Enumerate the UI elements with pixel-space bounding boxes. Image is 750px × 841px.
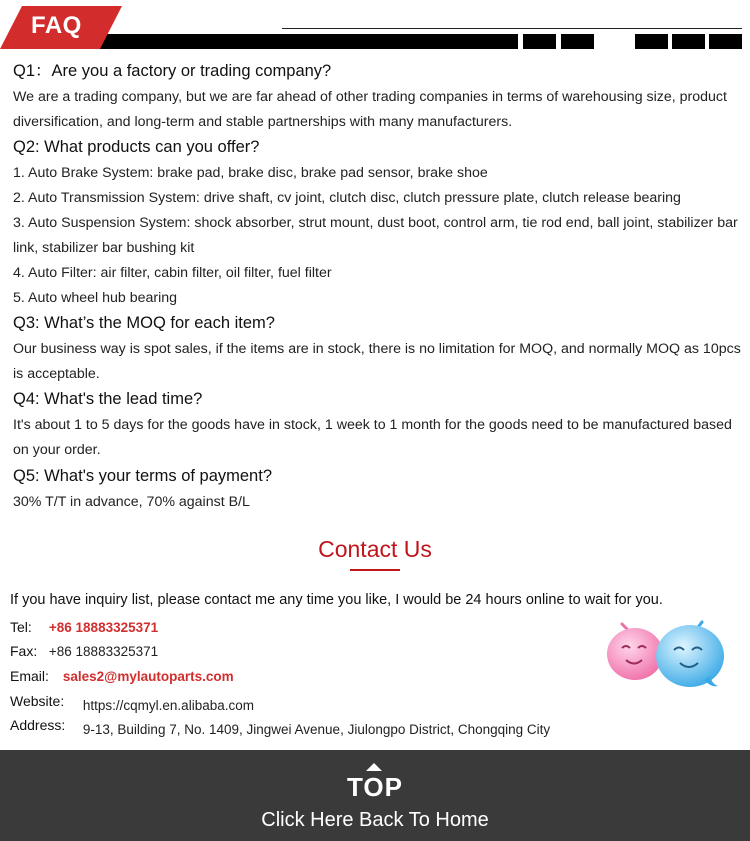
- email-link[interactable]: sales2@mylautoparts.com: [62, 669, 234, 684]
- header-notch: [594, 34, 635, 49]
- faq-question: Q5: What's your terms of payment?: [13, 467, 272, 485]
- contact-underline: [350, 569, 400, 571]
- address-row: [10, 717, 551, 737]
- contact-intro: If you have inquiry list, please contact me any time you like, I would be 24 hours online to wait for you.: [10, 592, 663, 608]
- tel-row: [10, 619, 158, 635]
- faq-answer: Our business way is spot sales, if the items are in stock, there is no limitation for MOQ, and normally MOQ as 10pcs is acceptable.: [13, 341, 741, 382]
- faq-answer: 30% T/T in advance, 70% against B/L: [13, 494, 250, 510]
- address-value: 9-13, Building 7, No. 1409, Jingwei Avenue, Jiulongpo District, Chongqing City: [82, 722, 551, 737]
- header-notch: [668, 34, 672, 49]
- header-notch: [518, 34, 523, 49]
- website-link[interactable]: https://cqmyl.en.alibaba.com: [82, 698, 254, 713]
- header-line: [282, 28, 742, 29]
- fax-label: Fax:: [10, 643, 38, 659]
- tel-value[interactable]: +86 18883325371: [48, 620, 159, 635]
- contact-heading: Contact Us: [318, 536, 432, 562]
- faq-item-3: [13, 312, 741, 387]
- faq-answer-line: 2. Auto Transmission System: drive shaft, cv joint, clutch disc, clutch pressure plate, clutch release bearing: [13, 190, 681, 206]
- fax-value: +86 18883325371: [48, 644, 159, 659]
- faq-answer-line: 1. Auto Brake System: brake pad, brake disc, brake pad sensor, brake shoe: [13, 165, 488, 181]
- email-row: [10, 668, 234, 684]
- faq-answer-line: 4. Auto Filter: air filter, cabin filter, oil filter, fuel filter: [13, 265, 332, 281]
- header-notch: [742, 34, 750, 49]
- faq-title: FAQ: [31, 12, 82, 39]
- tel-label: Tel:: [10, 619, 32, 635]
- back-to-home-link[interactable]: Click Here Back To Home: [261, 809, 489, 831]
- faq-answer-line: 5. Auto wheel hub bearing: [13, 290, 178, 306]
- address-label: Address:: [10, 717, 66, 733]
- faq-answer: It's about 1 to 5 days for the goods have in stock, 1 week to 1 month for the goods need to be manufactured based on your order.: [13, 417, 732, 458]
- website-label: Website:: [10, 693, 65, 709]
- header-black-band: [100, 34, 750, 49]
- faq-header: [0, 0, 750, 50]
- top-label[interactable]: TOP: [347, 772, 403, 802]
- faq-question: Q4: What's the lead time?: [13, 390, 203, 408]
- faq-answer-line: 3. Auto Suspension System: shock absorber, strut mount, dust boot, control arm, tie rod end, ball joint, stabilizer bar link, stabilizer bar bushing kit: [13, 215, 738, 256]
- faq-answer: We are a trading company, but we are far ahead of other trading companies in terms of warehousing size, product diversification, and long-term and stable partnerships with many manufacturers.: [13, 89, 727, 130]
- faq-item-2: [13, 136, 741, 311]
- header-notch: [705, 34, 709, 49]
- arrow-up-icon: [366, 763, 382, 771]
- email-label: Email:: [10, 668, 49, 684]
- website-row: [10, 693, 254, 713]
- faq-item-5: [13, 465, 741, 515]
- faq-question: Q1：Are you a factory or trading company?: [13, 62, 332, 80]
- header-notch: [556, 34, 561, 49]
- faq-question: Q2: What products can you offer?: [13, 138, 260, 156]
- faq-item-4: [13, 388, 741, 463]
- faq-question: Q3: What’s the MOQ for each item?: [13, 314, 275, 332]
- smiling-faces-icon: [604, 616, 728, 692]
- fax-row: [10, 643, 158, 659]
- faq-item-1: [13, 60, 741, 135]
